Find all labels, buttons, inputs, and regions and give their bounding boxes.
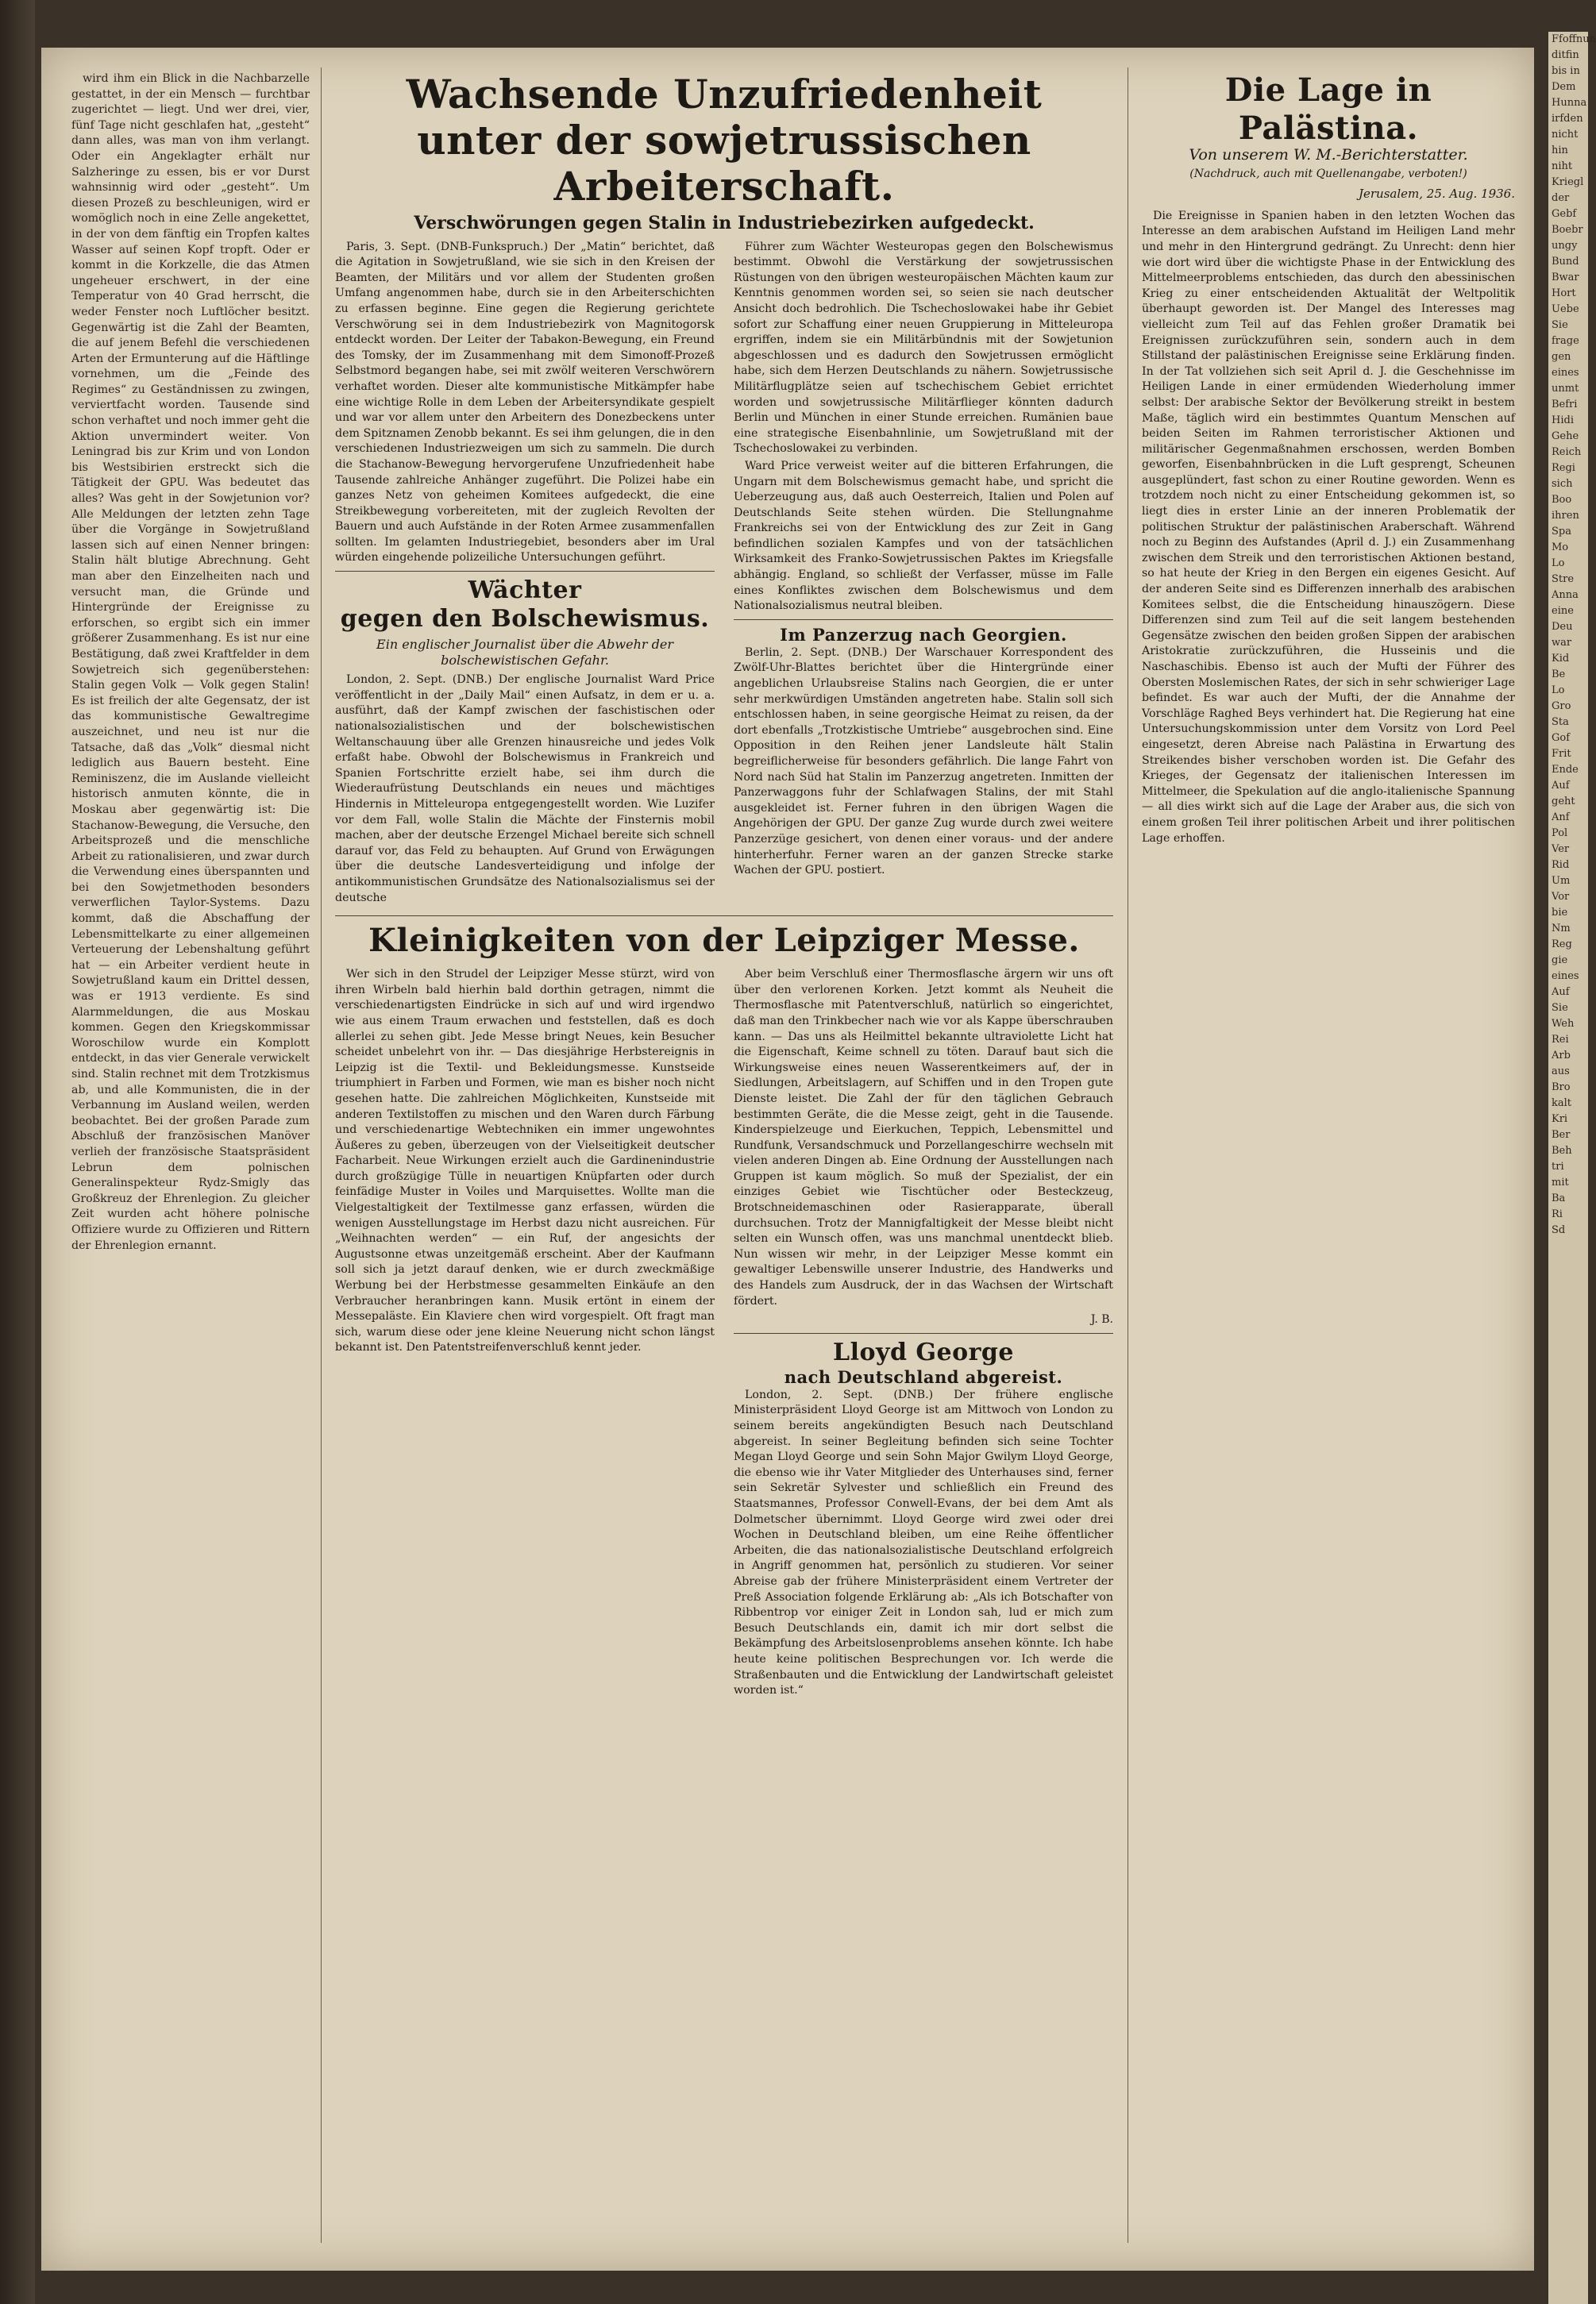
adjacent-page-fragment: Rei (1552, 1034, 1569, 1046)
lloyd-text: London, 2. Sept. (DNB.) Der frühere englische Ministerpräsident Lloyd George ist am Mittwoch von London zu seinem bereits angekündigten Besuch nach Deutschland abgereist. In seiner Begleitung befinden sich seine Tochter Megan Lloyd George und sein Sohn Major Gwilym Lloyd George, die ebenso wie ihr Vater Mitglieder des Unterhauses sind, ferner sein Sekretär Sylvester und schließlich ein Freund des Staatsmannes, Professor Conwell-Evans, der bei dem Amt als Dolmetscher übernimmt. Lloyd George wird zwei oder drei Wochen in Deutschland bleiben, um eine Reihe öffentlicher Arbeiten, die das nationalsozialistische Deutschland erfolgreich in Angriff genommen hat, persönlich zu studieren. Vor seiner Abreise gab der frühere Ministerpräsident einem Vertreter der Preß Association folgende Erklärung ab: „Als ich Botschafter von Ribbentrop vor einiger Zeit in London sah, lud er mich zum Besuch Deutschlands ein, damit ich mir dort selbst die Bekämpfung des Arbeitslosenproblems ansehen könnte. Ich habe heute keine politischen Besprechungen vor. Ich werde die Straßenbauten und die Entwicklung der Landwirtschaft geleistet worden ist.“ (734, 1388, 1113, 1697)
adjacent-page-fragment: Befri (1552, 399, 1578, 410)
adjacent-page-fragment: Kri (1552, 1113, 1568, 1125)
panzerzug-headline: Im Panzerzug nach Georgien. (780, 624, 1067, 645)
adjacent-page-fragment: Boebr (1552, 224, 1583, 236)
adjacent-page-fragment: Boo (1552, 494, 1572, 506)
adjacent-page-fragment: Spa (1552, 526, 1571, 537)
palestine-headline: Die Lage in Palästina. (1224, 71, 1432, 147)
adjacent-page-fragment: Ri (1552, 1208, 1563, 1220)
adjacent-page-fragment: niht (1552, 160, 1573, 172)
adjacent-page-fragment: Deu (1552, 621, 1573, 633)
adjacent-page-fragment: Kriegl (1552, 176, 1584, 188)
adjacent-page-fragment: Reg (1552, 938, 1572, 950)
messe-headline: Kleinigkeiten von der Leipziger Messe. (368, 922, 1080, 960)
main-article-col2: Führer zum Wächter Westeuropas gegen den Bolschewismus bestimmt. Obwohl die Verstärkung der sowjetrussischen Rüstungen von den übrigen westeuropäischen Mächten kaum zur Kenntnis genommen worden sei, so seien sie nach deutscher Ansicht doch bedrohlich. Die Tschechoslowakei habe ihr Gebiet sofort zur Schaffung einer neuen Gruppierung in Mitteleuropa ergriffen, indem sie ein Militärbündnis mit der Sowjetunion abgeschlossen und es dadurch den Sowjetrussen ermöglicht habe, sich dem Herzen Deutschlands zu nähern. Sowjetrussische Militärflugplätze seien auf tschechischem Gebiet errichtet worden und sowjetrussische Militärflieger könnten dadurch Berlin und München in einer Stunde erreichen. Rumänien baue eine strategische Eisenbahnlinie, um Sowjetrußland mit der Tschechoslowakei zu verbinden. (734, 240, 1113, 456)
adjacent-page-fragment: Mo (1552, 541, 1569, 553)
main-subheadline: Verschwörungen gegen Stalin in Industriebezirken aufgedeckt. (414, 213, 1035, 233)
adjacent-page-fragment: Reich (1552, 446, 1582, 458)
adjacent-page-fragment: Nm (1552, 923, 1571, 934)
adjacent-page-fragment: Be (1552, 668, 1566, 680)
adjacent-page-fragment: Kid (1552, 653, 1570, 665)
adjacent-page-fragment: Bwar (1552, 272, 1579, 283)
column-rule (321, 67, 322, 2243)
palestine-byline: Von unserem W. M.-Berichterstatter. (1189, 146, 1468, 164)
adjacent-page-fragment: Sie (1552, 319, 1568, 331)
messe-col2: Aber beim Verschluß einer Thermosflasche ärgern wir uns oft über den verlorenen Korken. Jetzt kommt als Neuheit die Thermosflasche mit Patentverschluß, natürlich so eingerichtet, daß man den Trinkbecher nach wie vor als Kappe überschrauben kann. — Das uns als Heilmittel bekannte ultraviolette Licht hat die Eigenschaft, Keime schnell zu töten. Darauf baut sich die Wirkungsweise eines neuen Wasserentkeimers auf, der in Siedlungen, Arbeitslagern, auf Schiffen und in den Tropen gute Dienste leistet. Die Zahl der für den täglichen Gebrauch bestimmten Geräte, die die Messe zeigt, geht in die Tausende. Kinderspielzeuge und Eierkuchen, Teppich, Lebensmittel und Rundfunk, Versandschmuck und Porzellangeschirre wechseln mit vielen anderen Dingen ab. Eine Ordnung der Ausstellungen nach Gruppen ist kaum möglich. So muß der Spezialist, der ein einziges Gebiet wie Tischtücher oder Besteckzeug, Brotschneidemaschinen oder Rasierapparate, überall durchsuchen. Trotz der Mannigfaltigkeit der Messe bleibt nicht selten ein Wunsch offen, was uns manchmal unentdeckt blieb. Nun wissen wir mehr, in der Leipziger Messe kommt ein gewaltiger Lebenswille unserer Industrie, des Handwerks und des Handels zum Ausdruck, der in das Wachsen der Wirtschaft fördert. (734, 968, 1113, 1308)
waechter-text: London, 2. Sept. (DNB.) Der englische Journalist Ward Price veröffentlicht in der „Daily Mail“ einen Aufsatz, in dem er u. a. ausführt, daß der Kampf zwischen der faschistischen oder nationalsozialistischen und der bolschewistischen Weltanschauung über alle Grenzen hinausreiche und jedes Volk erfaßt habe. Obwohl der Bolschewismus in Frankreich und Spanien Fortschritte erzielt habe, sei ihm durch die Wiederaufrüstung Deutschlands ein neues und mächtiges Hindernis in Mitteleuropa entgegengestellt worden. Wie Luzifer vor dem Fall, wolle Stalin die Mächte der Finsternis mobil machen, aber der deutsche Erzengel Michael bereite sich schnell darauf vor, das Feld zu behaupten. Auf Grund von Erwägungen über die deutsche Landesverteidigung und infolge der antikommunistischen Grundsätze des Nationalsozialismus sei der deutsche (335, 673, 715, 904)
left-column (71, 71, 310, 1255)
adjacent-page-fragment: Frit (1552, 748, 1571, 760)
adjacent-page-fragment: unmt (1552, 383, 1579, 395)
panzerzug-text: Berlin, 2. Sept. (DNB.) Der Warschauer Korrespondent des Zwölf-Uhr-Blattes berichtet über die Hintergründe einer angeblichen Urlaubsreise Stalins nach Georgien, die er unter sehr merkwürdigen Umständen angetreten habe. Stalin soll sich entschlossen haben, in seine georgische Heimat zu reisen, da der dort ebenfalls „Trotzkistische Umtriebe“ ausgebrochen sind. Eine Opposition in den Reihen jener Landsleute hält Stalin begreiflicherweise für besonders gefährlich. Die lange Fahrt von Nord nach Süd hat Stalin im Panzerzug angetreten. Inmitten der Panzerwaggons fuhr der Schlafwagen Stalins, der mit Stahl ausgekleidet ist. Ferner fuhren in den übrigen Wagen die Angehörigen der GPU. Der ganze Zug wurde durch zwei weitere Panzerzüge gesichert, von denen einer voraus- und der andere hinterherfuhr. Ferner waren an der ganzen Strecke starke Wachen der GPU. postiert. (734, 645, 1113, 877)
adjacent-page-fragment: Ba (1552, 1192, 1566, 1204)
adjacent-page-fragment: der (1552, 192, 1570, 204)
adjacent-page-fragment: Gehe (1552, 430, 1579, 442)
adjacent-page-fragment: Ber (1552, 1129, 1571, 1141)
adjacent-page-fragment: ungy (1552, 240, 1578, 252)
adjacent-page-fragment: bis in (1552, 65, 1580, 77)
lloyd-headline-2: nach Deutschland abgereist. (784, 1366, 1063, 1387)
adjacent-page-fragment: Anf (1552, 811, 1570, 823)
waechter-headline-1: Wächter (468, 576, 582, 605)
main-headline-2: unter der sowjetrussischen Arbeiterschaft. (417, 117, 1031, 210)
adjacent-page-fragment: hin (1552, 144, 1568, 156)
adjacent-page-fragment: Bund (1552, 256, 1579, 268)
adjacent-page-fragment: Uebe (1552, 303, 1579, 315)
adjacent-page-fragment: war (1552, 637, 1572, 649)
adjacent-page-fragment: mit (1552, 1177, 1569, 1189)
adjacent-page-fragment: ihren (1552, 510, 1579, 522)
waechter-continued: Ward Price verweist weiter auf die bitteren Erfahrungen, die Ungarn mit dem Bolschewismus gemacht habe, und spricht die Ueberzeugung aus, daß auch Oesterreich, Italien und Polen auf Deutschlands Seite stehen würden. Die Stellungnahme Frankreichs sei von der Entwicklung des zur Zeit in Gang befindlichen sozialen Kampfes und von der tatsächlichen Wirksamkeit des Franko-Sowjetrussischen Paktes im Kriegsfalle abhängig. England, so schließt der Verfasser, müsse im Falle eines Konfliktes zwischen dem Bolschewismus und dem Nationalsozialismus neutral bleiben. (734, 459, 1113, 613)
adjacent-page-fragment: Sta (1552, 716, 1569, 728)
binding-shadow (0, 0, 35, 2304)
adjacent-page-fragment: Auf (1552, 986, 1570, 998)
adjacent-page-strip (1548, 32, 1596, 2304)
main-article-col1: Paris, 3. Sept. (DNB-Funkspruch.) Der „Matin“ berichtet, daß die Agitation in Sowjetrußland, wie sie sich in den Kreisen der Beamten, der Militärs und vor allem der Studenten großen Umfang angenommen habe, durch sie in den Arbeiterschichten zu erfassen beginne. Eine gegen die Regierung gerichtete Verschwörung sei in dem Industriebezirk von Magnitogorsk entdeckt worden. Der Leiter der Tabakon-Bewegung, ein Freund des Tomsky, der im Zusammenhang mit dem Simonoff-Prozeß Selbstmord begangen habe, sei mit zwölf weiteren Verschwörern verhaftet worden. Dieser alte kommunistische Mitkämpfer habe eine wichtige Rolle in dem Leben der Arbeitersyndikate gespielt und war vor allem unter den Arbeitern des Donezbeckens unter dem Spitznamen Zenobb bekannt. Es sei ihm gelungen, die in den verschiedenen Industriezweigen um sich zu sammeln. Die durch die Stachanow-Bewegung hervorgerufene Unzufriedenheit habe Tausende zahlreiche Anhänger zugeführt. Die Polizei habe ein ganzes Netz von geheimen Komitees aufgedeckt, die eine Streikbewegung vorbereiteten, mit der zugleich Revolten der Bauern und auch Aufstände in der Roten Armee zusammenfallen sollten. Im gelamten Industriegebiet, besonders aber im Ural würden eingehende polizeiliche Untersuchungen geführt. (335, 240, 715, 564)
adjacent-page-fragment: Dem (1552, 81, 1576, 93)
palestine-text: Die Ereignisse in Spanien haben in den letzten Wochen das Interesse an dem arabischen Aufstand im Heiligen Land mehr und mehr in den Hintergrund gedrängt. Zu Unrecht: denn hier wie dort wird über die wichtigste Phase in der Entwicklung des Mittelmeerproblems entschieden, das durch den abessinischen Krieg zu einer entscheidenden Aktualität der Weltpolitik überhaupt geworden ist. Der Mangel des Interesses mag vielleicht zum Teil auf das Fehlen großer Dramatik bei Ereignissen zurückzuführen sein, sondern auch in dem Stillstand der palästinischen Ereignisse seine Erklärung finden. In der Tat vollziehen sich seit April d. J. die Geschehnisse im Heiligen Lande in einer ermüdenden Wiederholung immer selbst: Der arabische Sektor der Bevölkerung streikt in bestem Maße, täglich wird ein bestimmtes Quantum Menschen auf beiden Seiten im Rahmen terroristischer Aktionen und militärischer Gegenmaßnahmen erschossen, werden Bomben geworfen, Eisenbahnbrücken in die Luft gesprengt, Scheunen ausgeplündert, fast schon zu einer Routine geworden. Wenn es trotzdem noch nicht zu einer Entscheidung gekommen ist, so liegt dies in erster Linie an der inneren Problematik der politischen Struktur der palästinischen Araberschaft. Während noch zu Beginn des Aufstandes (April d. J.) ein Zusammenhang zwischen dem Streik und den terroristischen Aktionen bestand, so hat heute der Krieg in den Bergen ein eigenes Gesicht. Auf der anderen Seite sind es Differenzen innerhalb des arabischen Komitees selbst, die die Entscheidung hinauszögern. Diese Differenzen sind zum Teil auf die seit langem bestehenden Gegensätze zwischen den beiden großen Sippen der arabischen Aristokratie zurückzuführen, die Husseinis und die Naschaschibis. Ebenso ist auch der Mufti der Führer des Obersten Moslemischen Rates, der sich in sehr schwieriger Lage befindet. Es war auch der Mufti, der die Annahme der Vorschläge Raghed Beys verhindert hat. Die Regierung hat eine Untersuchungskommission unter dem Vorsitz von Lord Peel eingesetzt, deren Abreise nach Palästina in Erwartung des Streikendes bisher verschoben worden ist. Die Gefahr des Krieges, der Gegensatz der italienischen Interessen im Mittelmeer, die Spekulation auf die anglo-italienische Spannung — all dies wirkt sich auf die Lage der Araber aus, die sich von einem großen Teil ihrer politischen Arbeit und ihrer politischen Lage erhoffen. (1142, 209, 1515, 845)
adjacent-page-fragment: Ende (1552, 764, 1579, 776)
adjacent-page-fragment: Gebf (1552, 208, 1577, 220)
adjacent-page-fragment: irfden (1552, 113, 1583, 125)
adjacent-page-fragment: gen (1552, 351, 1571, 363)
adjacent-page-fragment: Sie (1552, 1002, 1568, 1014)
waechter-headline-2: gegen den Bolschewismus. (340, 605, 710, 634)
adjacent-page-fragment: geht (1552, 796, 1575, 807)
adjacent-page-fragment: bie (1552, 907, 1568, 919)
adjacent-page-fragment: Hort (1552, 287, 1576, 299)
adjacent-page-fragment: Rid (1552, 859, 1570, 871)
main-headline-1: Wachsende Unzufriedenheit (406, 71, 1043, 118)
adjacent-page-fragment: Arb (1552, 1050, 1571, 1061)
adjacent-page-fragment: frage (1552, 335, 1579, 347)
messe-col1: Wer sich in den Strudel der Leipziger Messe stürzt, wird von ihren Wirbeln bald hierhin bald dorthin getragen, nimmt die verschiedenartigsten Eindrücke in sich auf und wird irgendwo wie aus einem Traum erwachen und feststellen, daß es doch allerlei zu sehen gibt. Jede Messe bringt Neues, kein Besucher scheidet unbelehrt von ihr. — Das diesjährige Herbstereignis in Leipzig ist die Textil- und Bekleidungsmesse. Kunstseide triumphiert in Farben und Formen, wie man es bisher noch nicht gesehen hatte. Die zahlreichen Möglichkeiten, Kunstseide mit anderen Textilstoffen zu mischen und den Waren durch Färbung und verschiedenartige Webtechniken ein immer ungewohntes Äußeres zu geben, überzeugen von der Vielseitigkeit deutscher Facharbeit. Neue Wirkungen erzielt auch die Gardinenindustrie durch großzügige Tülle in neuartigen Knüpfarten oder durch feinfädige Muster in Voiles und Marquisettes. Wollte man die Vielgestaltigkeit der Textilmesse ganz erfassen, würden die wenigen Ausstellungstage im Herbst dazu nicht ausreichen. Für „Weihnachten werden“ — ein Ruf, der angesichts der Augustsonne etwas unzeitgemäß erscheint. Aber der Kaufmann soll sich ja jetzt darauf denken, wie er durch zweckmäßige Werbung bei der Herbstmesse gesammelten Einkäufe an den Verbraucher heranbringen kann. Musik ertönt in einem der Messepaläste. Ein Klaviere chen wird vorgespielt. Oft fragt man sich, warum diese oder jene kleine Neuerung nicht schon längst bekannt ist. Den Patentstreifenverschluß kennt jeder. (335, 968, 715, 1354)
adjacent-page-fragment: Regi (1552, 462, 1575, 474)
adjacent-page-fragment: Stre (1552, 573, 1575, 585)
adjacent-page-fragment: Auf (1552, 780, 1570, 792)
adjacent-page-fragment: Hidi (1552, 414, 1574, 426)
adjacent-page-fragment: Sd (1552, 1224, 1566, 1236)
adjacent-page-fragment: Weh (1552, 1018, 1575, 1030)
adjacent-page-fragment: Beh (1552, 1145, 1572, 1157)
adjacent-page-fragment: eine (1552, 605, 1574, 617)
adjacent-page-fragment: ditfin (1552, 49, 1579, 61)
adjacent-page-fragment: Pol (1552, 827, 1568, 839)
messe-signature: J. B. (1090, 1313, 1113, 1327)
palestine-column (1142, 71, 1515, 848)
adjacent-page-fragment: Ver (1552, 843, 1570, 855)
left-column-text: wird ihm ein Blick in die Nachbarzelle gestattet, in der ein Mensch — furchtbar zugerichtet — liegt. Und wer drei, vier, fünf Tage nicht geschlafen hat, „gesteht“ dann alles, was man von ihm verlangt. Oder ein Angeklagter erhält nur Salzheringe zu essen, bis er vor Durst wahnsinnig wird oder „gesteht“. Um diesen Prozeß zu beschleunigen, wird er womöglich noch in eine Zelle angekettet, in der von dem fänftig ein Tropfen kaltes Wasser auf seinen Kopf tropft. Oder er kommt in die Korkzelle, die das Atmen ungeheuer erschwert, in der eine Temperatur von 40 Grad herrscht, die weder Fenster noch Luftlöcher besitzt. Gegenwärtig ist die Zahl der Beamten, die auf jenem Befehl die verschiedenen Arten der Ermunterung auf die Häftlinge vornehmen, um die „Feinde des Regimes“ zu Geständnissen zu zwingen, verviertfacht worden. Tausende sind schon verhaftet und noch immer geht die Aktion unvermindert weiter. Von Leningrad bis zur Krim und von London bis Westsibirien erstreckt sich die Tätigkeit der GPU. Was bedeutet das alles? Was geht in der Sowjetunion vor? Alle Meldungen der letzten zehn Tage über die Vorgänge in Sowjetrußland lassen sich auf einen Nenner bringen: Stalin hält blutige Abrechnung. Geht man aber den Einzelheiten nach und versucht man, die Gründe und Hintergründe der Ereignisse zu erforschen, so ergibt sich ein immer größerer Zusammenhang. Es ist nur eine Bestätigung, daß zwei Kraftfelder in dem Sowjetreich sich gegenüberstehen: Stalin gegen Volk — Volk gegen Stalin! Es ist freilich der alte Gegensatz, der ist das kommunistische Gewaltregime auszeichnet, und neu ist nur die Tatsache, daß das „Volk“ diesmal nicht lediglich aus Bauern besteht. Eine Reminiszenz, die im Auslande vielleicht historisch anmuten könnte, die in Moskau aber gegenwärtig ist: Die Stachanow-Bewegung, die Versuche, den Arbeitsprozeß und die menschliche Arbeit zu rationalisieren, und zwar durch die Verwendung eines überspannten und bei den Sowjetmethoden besonders verwerflichen Taylor-Systems. Dazu kommt, daß die Abschaffung der Lebensmittelkarte zu einer allgemeinen Verteuerung der Lebenshaltung geführt hat — ein Arbeiter verdient heute in Sowjetrußland kaum ein Drittel dessen, was er 1913 verdiente. Es sind Alarmmeldungen, die aus Moskau kommen. Gegen den Kriegskommissar Woroschilow wurde ein Komplott entdeckt, in das vier Generale verwickelt sind. Stalin rechnet mit dem Trotzkismus ab, und alle Kommunisten, die in der Verbannung im Ausland weilen, werden beobachtet. Bei der großen Parade zum Abschluß der französischen Manöver verlieh der französische Staatspräsident Lebrun dem polnischen Generalinspekteur Rydz-Smigly das Großkreuz der Ehrenlegion. Zu gleicher Zeit wurden acht höhere polnische Offiziere wurde zu Offizieren und Rittern der Ehrenlegion ernannt. (71, 72, 310, 1252)
adjacent-page-fragment: aus (1552, 1065, 1570, 1077)
adjacent-page-fragment: nicht (1552, 129, 1579, 141)
waechter-subheadline: Ein englischer Journalist über die Abwehr der bolschewistischen Gefahr. (376, 637, 673, 668)
adjacent-page-fragment: Gro (1552, 700, 1571, 712)
adjacent-page-fragment: Bro (1552, 1081, 1571, 1093)
adjacent-page-fragment: Vor (1552, 891, 1570, 903)
main-article (335, 71, 1113, 1701)
adjacent-page-fragment: Hunna (1552, 97, 1587, 109)
palestine-dateline: Jerusalem, 25. Aug. 1936. (1359, 187, 1515, 202)
adjacent-page-fragment: sich (1552, 478, 1573, 490)
adjacent-page-fragment: tri (1552, 1161, 1564, 1173)
adjacent-page-fragment: kalt (1552, 1097, 1572, 1109)
palestine-note: (Nachdruck, auch mit Quellenangabe, verboten!) (1189, 167, 1467, 180)
lloyd-headline-1: Lloyd George (833, 1338, 1014, 1366)
newspaper-page (41, 48, 1534, 2271)
adjacent-page-fragment: Lo (1552, 684, 1565, 696)
adjacent-page-fragment: Lo (1552, 557, 1565, 569)
adjacent-page-fragment: gie (1552, 954, 1568, 966)
adjacent-page-fragment: eines (1552, 367, 1579, 379)
adjacent-page-fragment: Um (1552, 875, 1571, 887)
adjacent-page-fragment: Anna (1552, 589, 1579, 601)
adjacent-page-fragment: Ffoffnun (1552, 33, 1596, 45)
adjacent-page-fragment: eines (1552, 970, 1579, 982)
adjacent-page-fragment: Gof (1552, 732, 1571, 744)
